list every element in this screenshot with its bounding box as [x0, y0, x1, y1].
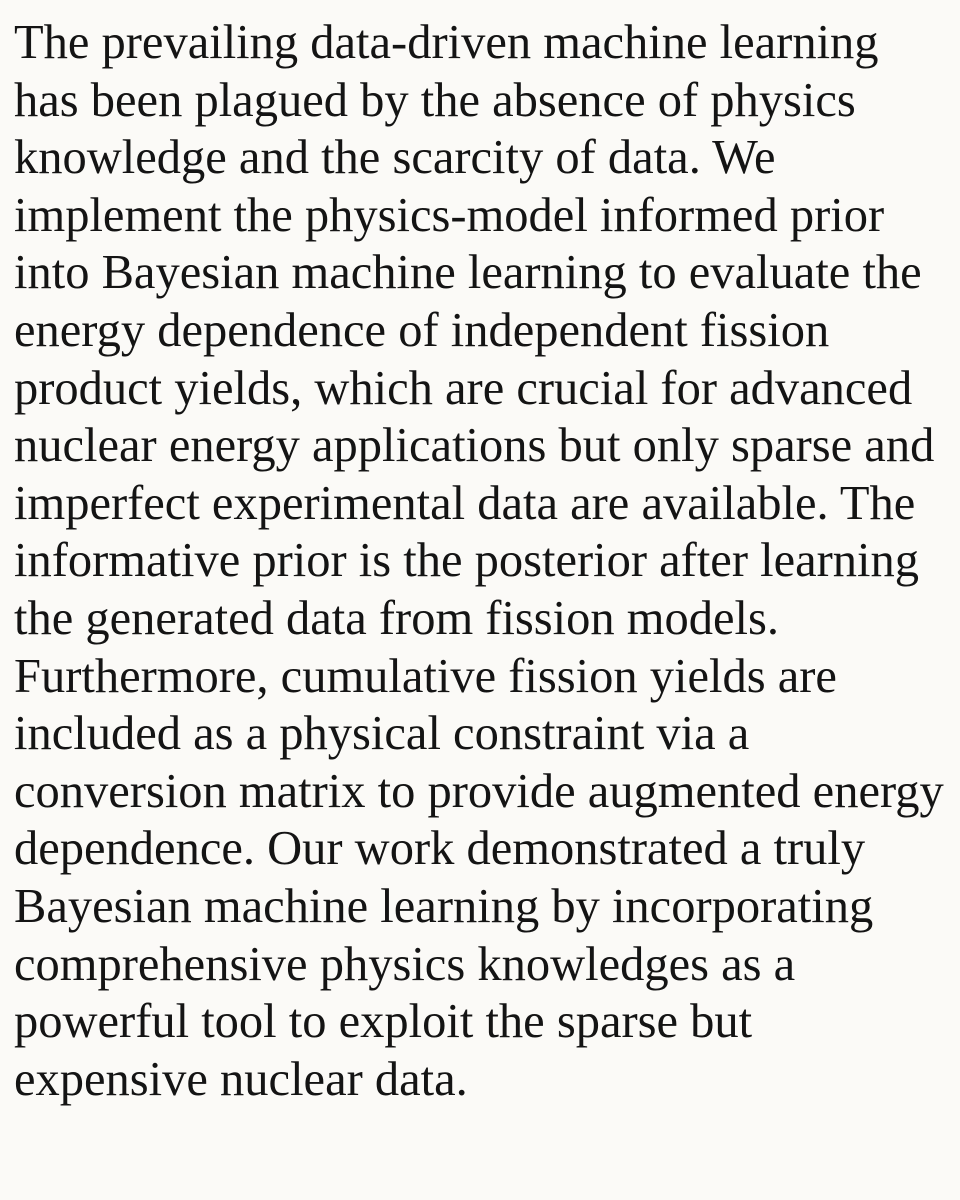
- abstract-line-4: implement the physics-model informed prior: [14, 188, 885, 242]
- abstract-line-12: Furthermore, cumulative fission yields are: [14, 649, 837, 703]
- abstract-line-5: into Bayesian machine learning to evaluate the: [14, 246, 922, 300]
- abstract-line-16: Bayesian machine learning by incorporating: [14, 879, 874, 933]
- abstract-line-8: nuclear energy applications but only sparse and: [14, 419, 935, 473]
- abstract-line-19: expensive nuclear data.: [14, 1052, 468, 1106]
- abstract-line-10: informative prior is the posterior after learning: [14, 534, 920, 588]
- abstract-line-15: dependence. Our work demonstrated a truly: [14, 822, 866, 876]
- abstract-line-14: conversion matrix to provide augmented energy: [14, 764, 944, 818]
- abstract-line-9: imperfect experimental data are available. The: [14, 476, 916, 530]
- abstract-paragraph: [14, 14, 960, 1108]
- abstract-line-6: energy dependence of independent fission: [14, 303, 830, 357]
- abstract-line-2: has been plagued by the absence of physics: [14, 73, 856, 127]
- abstract-line-11: the generated data from fission models.: [14, 591, 779, 645]
- abstract-line-3: knowledge and the scarcity of data. We: [14, 131, 776, 185]
- abstract-line-7: product yields, which are crucial for advanced: [14, 361, 913, 415]
- abstract-line-1: The prevailing data-driven machine learning: [14, 16, 879, 69]
- abstract-line-17: comprehensive physics knowledges as a: [14, 937, 796, 991]
- abstract-line-13: included as a physical constraint via a: [14, 707, 750, 761]
- abstract-line-18: powerful tool to exploit the sparse but: [14, 995, 753, 1049]
